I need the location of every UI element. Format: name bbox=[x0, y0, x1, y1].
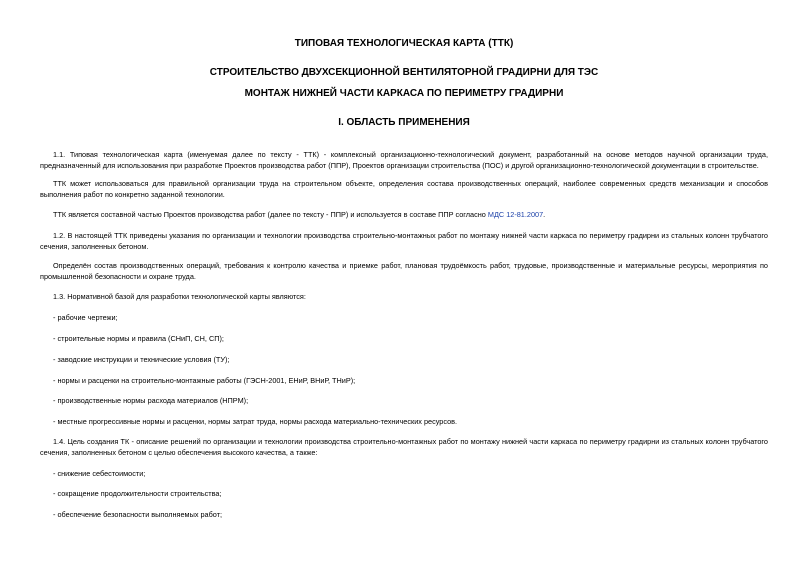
list-item: - местные прогрессивные нормы и расценки, нормы затрат труда, нормы расхода материально-технических ресурсов. bbox=[53, 417, 458, 426]
paragraph-1-4: 1.4. Цель создания ТК - описание решений по организации и технологии производства строительно-монтажных работ по монтажу нижней части каркаса по периметру градирни из стальных колонн трубчатого сечения, заполненных бетоном с целью обеспечения высокого качества, а также: bbox=[40, 437, 768, 457]
section-title: I. ОБЛАСТЬ ПРИМЕНЕНИЯ bbox=[338, 117, 470, 128]
list-item: - производственные нормы расхода материалов (НПРМ); bbox=[53, 396, 249, 405]
paragraph-ttk-part bbox=[40, 209, 768, 220]
paragraph-ttk-part-end: . bbox=[543, 210, 546, 219]
paragraph-1-3: 1.3. Нормативной базой для разработки технологической карты являются: bbox=[53, 292, 306, 301]
list-item: - рабочие чертежи; bbox=[53, 313, 118, 322]
paragraph-1-2: 1.2. В настоящей ТТК приведены указания по организации и технологии производства строительно-монтажных работ по монтажу нижней части каркаса по периметру градирни из стальных колонн трубчатого сечения, заполненных бетоном. bbox=[40, 231, 768, 251]
list-item: - сокращение продолжительности строительства; bbox=[53, 489, 222, 498]
paragraph-1-1: 1.1. Типовая технологическая карта (именуемая далее по тексту - ТТК) - комплексный организационно-технологический документ, разработанный на основе методов научной организации труда, предназначенный для использования при разработке Проектов производства работ (ППР), Проектов организации строительства (ПОС) и другой организационно-технологической документации в строительстве. bbox=[40, 150, 768, 170]
paragraph-ttk-part-text: ТТК является составной частью Проектов производства работ (далее по тексту - ППР) и используется в составе ППР согласно bbox=[53, 210, 488, 219]
list-item: - строительные нормы и правила (СНиП, СН, СП); bbox=[53, 334, 224, 343]
document-type-title: ТИПОВАЯ ТЕХНОЛОГИЧЕСКАЯ КАРТА (ТТК) bbox=[294, 38, 514, 49]
mds-link[interactable]: МДС 12-81.2007 bbox=[487, 210, 544, 219]
paragraph-ttk-use: ТТК может использоваться для правильной организации труда на строительном объекте, определения состава производственных операций, наиболее современных средств механизации и способов выполнения работ по конкретно заданной технологии. bbox=[40, 179, 768, 199]
paragraph-defined: Определён состав производственных операций, требования к контролю качества и приемке работ, плановая трудоёмкость работ, трудовые, производственные и материальные ресурсы, мероприятия по промышленной безопасности и охране труда. bbox=[40, 261, 768, 281]
object-title: СТРОИТЕЛЬСТВО ДВУХСЕКЦИОННОЙ ВЕНТИЛЯТОРНОЙ ГРАДИРНИ ДЛЯ ТЭС bbox=[209, 67, 599, 78]
list-item: - заводские инструкции и технические условия (ТУ); bbox=[53, 355, 230, 364]
list-item: - обеспечение безопасности выполняемых работ; bbox=[53, 510, 223, 519]
work-title: МОНТАЖ НИЖНЕЙ ЧАСТИ КАРКАСА ПО ПЕРИМЕТРУ ГРАДИРНИ bbox=[244, 88, 564, 99]
list-item: - снижение себестоимости; bbox=[53, 469, 146, 478]
list-item: - нормы и расценки на строительно-монтажные работы (ГЭСН-2001, ЕНиР, ВНиР, ТНиР); bbox=[53, 376, 356, 385]
